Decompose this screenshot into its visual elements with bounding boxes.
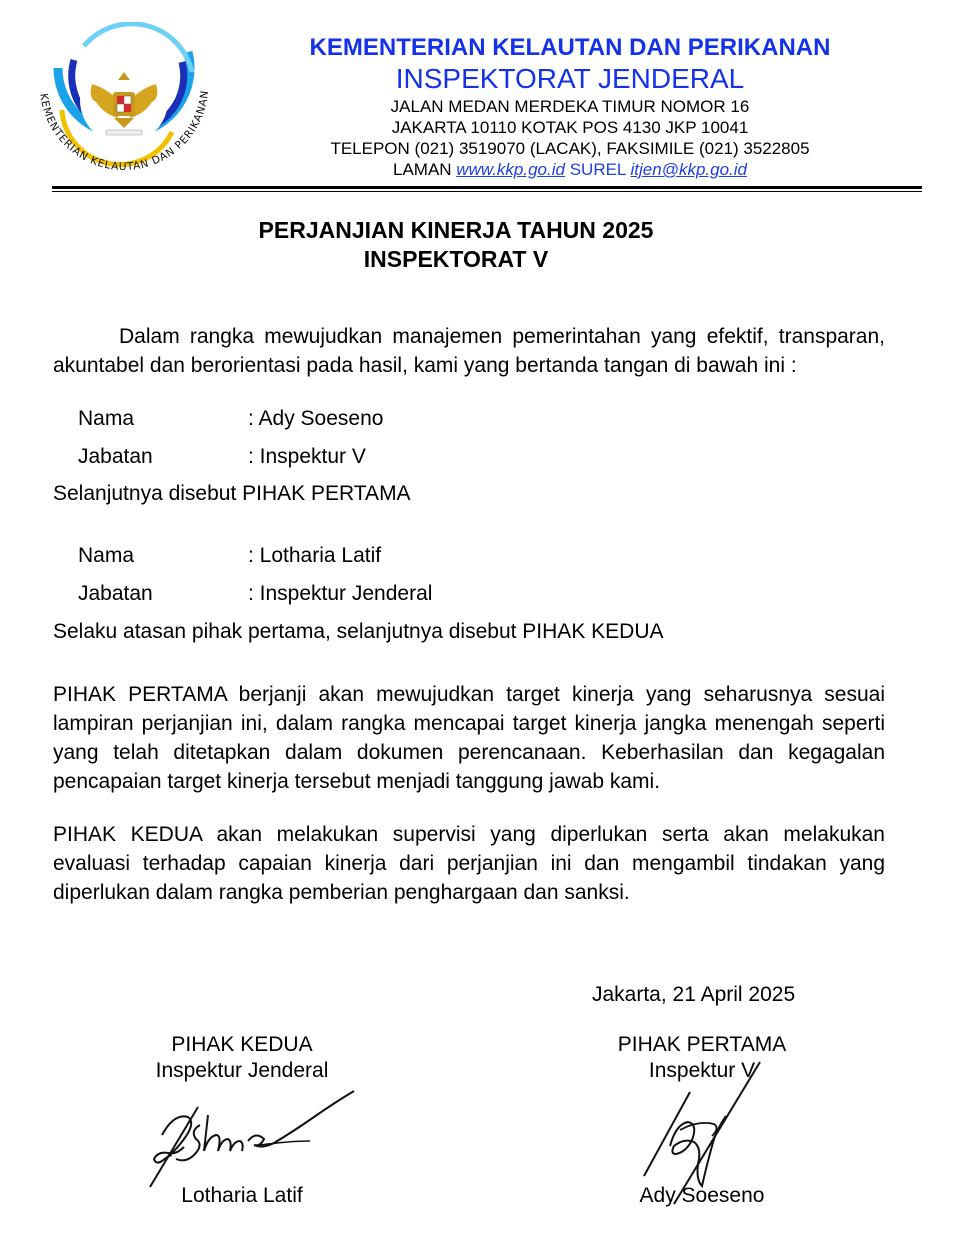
party2-designation: Selaku atasan pihak pertama, selanjutnya disebut PIHAK KEDUA	[53, 620, 664, 643]
party1-name-value: : Ady Soeseno	[248, 407, 384, 430]
title-line-1: PERJANJIAN KINERJA TAHUN 2025	[258, 217, 654, 243]
logo-ring-text: KEMENTERIAN KELAUTAN DAN PERIKANAN	[37, 89, 211, 174]
party2-position-value: : Inspektur Jenderal	[248, 582, 433, 605]
left-signature-image	[140, 1085, 370, 1195]
letterhead-rule-thin	[52, 191, 922, 192]
address-line-2: JAKARTA 10110 KOTAK POS 4130 JKP 10041	[391, 118, 749, 137]
party2-name-value: : Lotharia Latif	[248, 544, 382, 567]
letterhead-rule-thick	[52, 186, 922, 189]
title-line-2: INSPEKTORAT V	[363, 246, 549, 272]
intro-paragraph: Dalam rangka mewujudkan manajemen pemerintahan yang efektif, transparan, akuntabel dan berorientasi pada hasil, kami yang bertanda tangan di bawah ini :	[53, 325, 885, 377]
left-position: Inspektur Jenderal	[155, 1059, 329, 1082]
party1-position-value: : Inspektur V	[248, 445, 366, 468]
unit-name: INSPEKTORAT JENDERAL	[395, 63, 745, 94]
party1-position-label: Jabatan	[78, 445, 153, 468]
party2-position-label: Jabatan	[78, 582, 153, 605]
left-party-label: PIHAK KEDUA	[171, 1033, 313, 1056]
phone-line: TELEPON (021) 3519070 (LACAK), FAKSIMILE (021) 3522805	[330, 139, 810, 158]
email-link[interactable]: itjen@kkp.go.id	[630, 160, 747, 179]
party2-name-label: Nama	[78, 544, 135, 567]
document-title	[0, 216, 912, 274]
letterhead	[240, 34, 900, 180]
email-label: SUREL	[569, 160, 626, 179]
ministry-logo	[22, 22, 218, 188]
contact-line	[240, 159, 900, 180]
left-signature-block	[92, 1032, 392, 1084]
right-party-label: PIHAK PERTAMA	[617, 1033, 787, 1056]
agreement-paragraph-1: PIHAK PERTAMA berjanji akan mewujudkan target kinerja yang seharusnya sesuai lampiran perjanjian ini, dalam rangka mencapai target kinerja jangka menengah seperti yang telah ditetapkan dalam dokumen perencanaan. Keberhasilan dan kegagalan pencapaian target kinerja tersebut menjadi tanggung jawab kami.	[53, 683, 885, 793]
web-label: LAMAN	[392, 160, 452, 179]
place-date: Jakarta, 21 April 2025	[592, 983, 796, 1006]
right-signatory-name: Ady Soeseno	[639, 1184, 765, 1207]
left-signatory-name: Lotharia Latif	[181, 1184, 303, 1207]
party1-name-label: Nama	[78, 407, 135, 430]
agreement-paragraph-2: PIHAK KEDUA akan melakukan supervisi yang diperlukan serta akan melakukan evaluasi terhadap capaian kinerja dari perjanjian ini dan mengambil tindakan yang diperlukan dalam rangka pemberian penghargaan dan sanksi.	[53, 823, 885, 904]
ministry-name: KEMENTERIAN KELAUTAN DAN PERIKANAN	[309, 34, 831, 61]
website-link[interactable]: www.kkp.go.id	[456, 160, 565, 179]
address-line-1: JALAN MEDAN MERDEKA TIMUR NOMOR 16	[390, 97, 750, 116]
right-position: Inspektur V	[648, 1059, 756, 1082]
party1-designation: Selanjutnya disebut PIHAK PERTAMA	[53, 482, 411, 505]
